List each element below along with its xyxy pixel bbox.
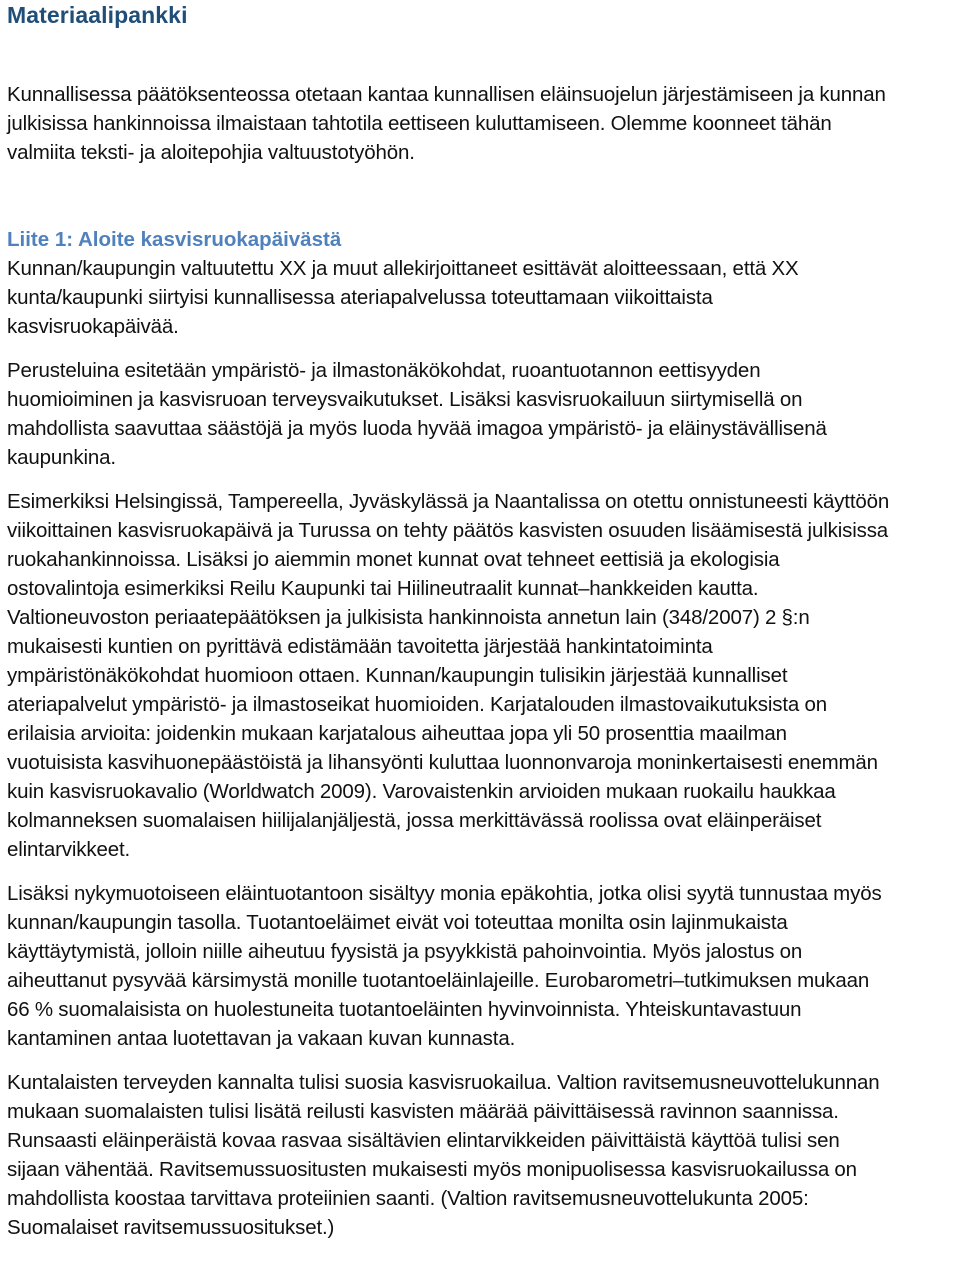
paragraph-line: kaupunkina.: [7, 446, 116, 469]
paragraph-line: kunta/kaupunki siirtyisi kunnallisessa ateriapalvelussa toteuttamaan viikoittaista: [7, 286, 713, 309]
paragraph-line: mahdollista koostaa tarvittava proteiinien saanti. (Valtion ravitsemusneuvottelukunta 2005:: [7, 1187, 809, 1210]
intro-line: valmiita teksti- ja aloitepohjia valtuustotyöhön.: [7, 141, 415, 164]
paragraph-line: käyttäytymistä, jolloin niille aiheutuu fyysistä ja psyykkistä pahoinvointia. Myös jalostus on: [7, 940, 803, 963]
paragraph-line: kunnan/kaupungin tasolla. Tuotantoeläimet eivät voi toteuttaa monilta osin lajinmukaista: [7, 911, 788, 934]
paragraph-line: Lisäksi nykymuotoiseen eläintuotantoon sisältyy monia epäkohtia, jotka olisi syytä tunnustaa myös: [7, 882, 882, 905]
paragraph-examples: [7, 487, 954, 864]
paragraph-line: 66 % suomalaisista on huolestuneita tuotantoeläinten hyvinvoinnista. Yhteiskuntavastuun: [7, 998, 802, 1021]
paragraph-line: Valtioneuvoston periaatepäätöksen ja julkisista hankinnoista annetun lain (348/2007) 2 §:n: [7, 606, 810, 629]
paragraph-line: ympäristönäkökohdat huomioon ottaen. Kunnan/kaupungin tulisikin järjestää kunnalliset: [7, 664, 788, 687]
paragraph-line: aiheuttanut pysyvää kärsimystä monille tuotantoeläinlajeille. Eurobarometri–tutkimuksen mukaan: [7, 969, 870, 992]
paragraph-line: kuin kasvisruokavalio (Worldwatch 2009). Varovaistenkin arvioiden mukaan ruokailu haukkaa: [7, 780, 836, 803]
paragraph-line: mahdollista saavuttaa säästöjä ja myös luoda hyvää imagoa ympäristö- ja eläinystävällisenä: [7, 417, 827, 440]
paragraph-line: Runsaasti eläinperäistä kovaa rasvaa sisältävien elintarvikkeiden päivittäistä käyttöä tulisi sen: [7, 1129, 840, 1152]
paragraph-line: ateriapalvelut ympäristö- ja ilmastoseikat huomioiden. Karjatalouden ilmastovaikutuksista on: [7, 693, 828, 716]
paragraph-line: huomioiminen ja kasvisruoan terveysvaikutukset. Lisäksi kasvisruokailuun siirtymisellä on: [7, 388, 803, 411]
intro-paragraph: [7, 80, 954, 167]
paragraph-line: kasvisruokapäivää.: [7, 315, 179, 338]
paragraph-line: Esimerkiksi Helsingissä, Tampereella, Jyväskylässä ja Naantalissa on otettu onnistuneesti käyttöön: [7, 490, 890, 513]
page-title: Materiaalipankki: [7, 2, 188, 28]
paragraph-line: erilaisia arvioita: joidenkin mukaan karjatalous aiheuttaa jopa yli 50 prosenttia maailman: [7, 722, 787, 745]
intro-line: Kunnallisessa päätöksenteossa otetaan kantaa kunnallisen eläinsuojelun järjestämiseen ja kunnan: [7, 83, 886, 106]
intro-line: julkisissa hankinnoissa ilmaistaan tahtotila eettiseen kuluttamiseen. Olemme koonneet tähän: [7, 112, 832, 135]
paragraph-line: Perusteluina esitetään ympäristö- ja ilmastonäkökohdat, ruoantuotannon eettisyyden: [7, 359, 761, 382]
paragraph-line: mukaan suomalaisten tulisi lisätä reilusti kasvisten määrää päivittäisessä ravinnon saannissa.: [7, 1100, 839, 1123]
paragraph-line: Suomalaiset ravitsemussuositukset.): [7, 1216, 335, 1239]
paragraph-line: ruokahankinnoissa. Lisäksi jo aiemmin monet kunnat ovat tehneet eettisiä ja ekologisia: [7, 548, 780, 571]
paragraph-line: viikoittainen kasvisruokapäivä ja Turussa on tehty päätös kasvisten osuuden lisäämisestä julkisissa: [7, 519, 889, 542]
paragraph-line: sijaan vähentää. Ravitsemussuositusten mukaisesti myös monipuolisessa kasvisruokailussa on: [7, 1158, 857, 1181]
paragraph-line: elintarvikkeet.: [7, 838, 131, 861]
paragraph-proposal: [7, 254, 954, 341]
paragraph-line: kantaminen antaa luotettavan ja vakaan kuvan kunnasta.: [7, 1027, 516, 1050]
paragraph-line: mukaisesti kuntien on pyrittävä edistämään tavoitetta järjestää hankintatoiminta: [7, 635, 713, 658]
paragraph-justification: [7, 356, 954, 472]
section-heading: Liite 1: Aloite kasvisruokapäivästä: [7, 228, 342, 251]
paragraph-line: vuotuisista kasvihuonepäästöistä ja lihansyönti kuluttaa luonnonvaroja moninkertaisesti enemmän: [7, 751, 878, 774]
paragraph-line: kolmanneksen suomalaisen hiilijalanjäljestä, jossa merkittävässä roolissa ovat eläinperäiset: [7, 809, 822, 832]
paragraph-health: [7, 1068, 954, 1242]
paragraph-line: ostovalintoja esimerkiksi Reilu Kaupunki tai Hiilineutraalit kunnat–hankkeiden kautta.: [7, 577, 759, 600]
paragraph-line: Kunnan/kaupungin valtuutettu XX ja muut allekirjoittaneet esittävät aloitteessaan, että XX: [7, 257, 799, 280]
paragraph-animal-welfare: [7, 879, 954, 1053]
paragraph-line: Kuntalaisten terveyden kannalta tulisi suosia kasvisruokailua. Valtion ravitsemusneuvottelukunnan: [7, 1071, 880, 1094]
